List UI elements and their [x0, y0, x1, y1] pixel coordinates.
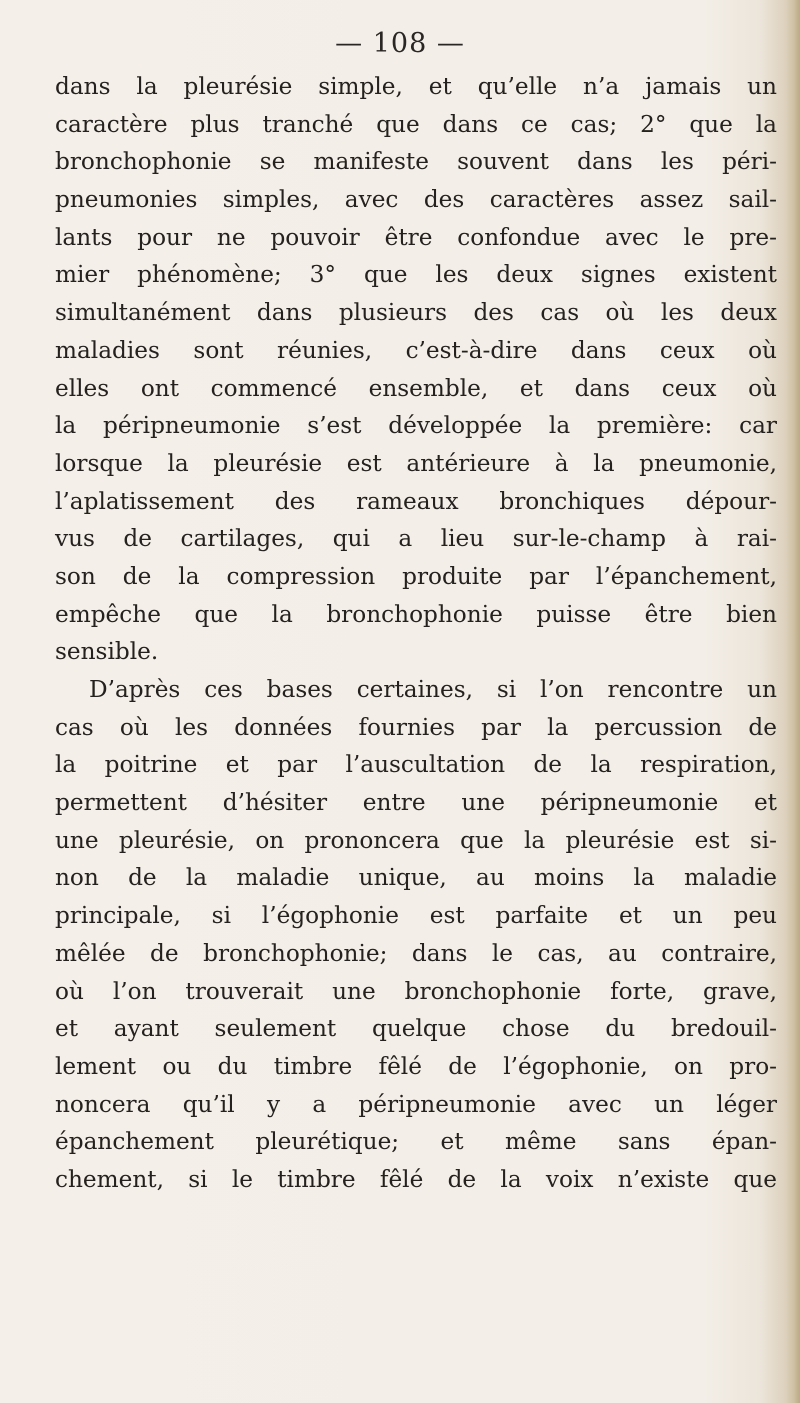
text-line: mier phénomène; 3° que les deux signes existent — [55, 261, 777, 289]
text-line: lorsque la pleurésie est antérieure à la pneumonie, — [55, 449, 777, 477]
text-line: une pleurésie, on prononcera que la pleurésie est si- — [55, 826, 777, 854]
text-line: épanchement pleurétique; et même sans épan- — [55, 1128, 777, 1156]
text-line: son de la compression produite par l’épanchement, — [55, 562, 777, 590]
text-line: bronchophonie se manifeste souvent dans les péri- — [55, 148, 777, 176]
text-line: pneumonies simples, avec des caractères assez sail- — [55, 186, 777, 214]
text-line: et ayant seulement quelque chose du bredouil- — [55, 1015, 777, 1043]
paragraph-start-line: D’après ces bases certaines, si l’on rencontre un — [89, 676, 777, 703]
text-line: la poitrine et par l’auscultation de la respiration, — [55, 751, 777, 779]
text-line: lement ou du timbre fêlé de l’égophonie, on pro- — [55, 1052, 777, 1080]
text-line: mêlée de bronchophonie; dans le cas, au contraire, — [55, 939, 777, 967]
text-line: elles ont commencé ensemble, et dans ceux où — [55, 374, 777, 402]
text-line: cas où les données fournies par la percussion de — [55, 713, 777, 741]
text-line: simultanément dans plusieurs des cas où les deux — [55, 299, 777, 327]
body-text — [55, 68, 777, 1199]
text-line: l’aplatissement des rameaux bronchiques dépour- — [55, 487, 777, 515]
page-number: — 108 — — [335, 28, 465, 59]
text-line: où l’on trouverait une bronchophonie forte, grave, — [55, 977, 777, 1005]
page-edge-shadow — [786, 0, 800, 1403]
text-line: non de la maladie unique, au moins la maladie — [55, 864, 777, 892]
text-line: maladies sont réunies, c’est-à-dire dans ceux où — [55, 336, 777, 364]
text-line: chement, si le timbre fêlé de la voix n’existe que — [55, 1165, 777, 1193]
text-line: la péripneumonie s’est développée la première: car — [55, 412, 777, 440]
paragraph-end-line: sensible. — [55, 638, 159, 666]
text-line: caractère plus tranché que dans ce cas; 2° que la — [55, 110, 777, 138]
text-line: dans la pleurésie simple, et qu’elle n’a jamais un — [55, 73, 777, 100]
text-line: permettent d’hésiter entre une péripneumonie et — [55, 789, 777, 817]
text-line: lants pour ne pouvoir être confondue avec le pre- — [55, 223, 777, 251]
text-line: empêche que la bronchophonie puisse être bien — [55, 600, 777, 628]
text-line: principale, si l’égophonie est parfaite et un peu — [55, 902, 777, 930]
text-line: noncera qu’il y a péripneumonie avec un léger — [55, 1090, 777, 1118]
text-line: vus de cartilages, qui a lieu sur-le-champ à rai- — [55, 525, 777, 553]
